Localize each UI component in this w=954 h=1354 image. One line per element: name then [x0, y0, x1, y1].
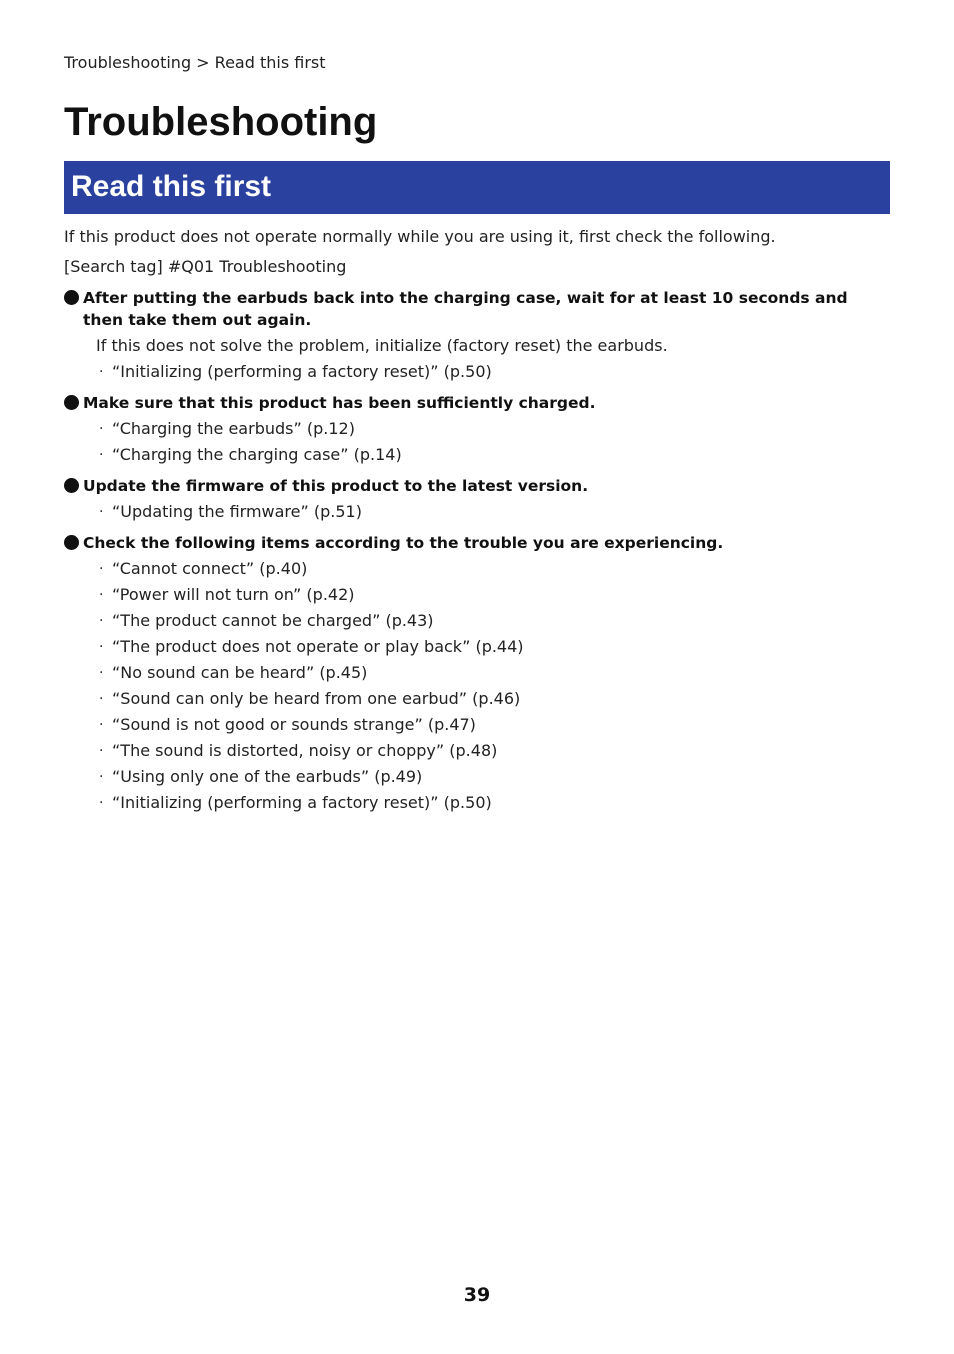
filled-circle-bullet-icon: [64, 290, 79, 305]
block-heading: [64, 532, 890, 554]
search-tag: [Search tag] #Q01 Troubleshooting: [64, 257, 347, 276]
check-block-reinsert: [64, 287, 890, 383]
block-heading: [64, 475, 890, 497]
reference-link[interactable]: · “Sound is not good or sounds strange” (p.47): [99, 715, 476, 734]
block-heading-text: Make sure that this product has been sufficiently charged.: [83, 394, 596, 412]
reference-link[interactable]: · “Sound can only be heard from one earbud” (p.46): [99, 689, 521, 708]
block-note: If this does not solve the problem, initialize (factory reset) the earbuds.: [96, 336, 668, 355]
block-heading-text: After putting the earbuds back into the charging case, wait for at least 10 seconds and then take them out again.: [83, 289, 848, 329]
page-number: 39: [463, 1284, 491, 1306]
reference-link[interactable]: · “Initializing (performing a factory reset)” (p.50): [99, 362, 492, 381]
reference-link[interactable]: · “Power will not turn on” (p.42): [99, 585, 355, 604]
block-heading: [64, 392, 890, 414]
reference-list: [64, 501, 890, 523]
reference-link[interactable]: · “Using only one of the earbuds” (p.49): [99, 767, 423, 786]
page-title: Troubleshooting: [64, 100, 378, 144]
dot-bullet-icon: ·: [99, 769, 104, 785]
dot-bullet-icon: ·: [99, 743, 104, 759]
check-block-trouble-items: [64, 532, 890, 814]
block-heading-text: Check the following items according to the trouble you are experiencing.: [83, 534, 724, 552]
reference-link[interactable]: · “The product does not operate or play back” (p.44): [99, 637, 524, 656]
reference-link[interactable]: · “No sound can be heard” (p.45): [99, 663, 368, 682]
dot-bullet-icon: ·: [99, 561, 104, 577]
reference-link[interactable]: · “The product cannot be charged” (p.43): [99, 611, 434, 630]
dot-bullet-icon: ·: [99, 613, 104, 629]
main-content: [64, 226, 890, 818]
dot-bullet-icon: ·: [99, 504, 104, 520]
section-title: Read this first: [71, 170, 272, 203]
dot-bullet-icon: ·: [99, 421, 104, 437]
check-block-firmware: [64, 475, 890, 523]
dot-bullet-icon: ·: [99, 665, 104, 681]
filled-circle-bullet-icon: [64, 478, 79, 493]
reference-list: [64, 418, 890, 466]
dot-bullet-icon: ·: [99, 447, 104, 463]
dot-bullet-icon: ·: [99, 795, 104, 811]
reference-link[interactable]: · “Charging the earbuds” (p.12): [99, 419, 355, 438]
intro-text: If this product does not operate normally while you are using it, first check the following.: [64, 227, 776, 246]
check-block-charge: [64, 392, 890, 466]
block-heading: [64, 287, 890, 331]
dot-bullet-icon: ·: [99, 587, 104, 603]
filled-circle-bullet-icon: [64, 395, 79, 410]
reference-link[interactable]: · “Updating the firmware” (p.51): [99, 502, 362, 521]
reference-link[interactable]: · “The sound is distorted, noisy or choppy” (p.48): [99, 741, 498, 760]
section-banner: [64, 161, 890, 214]
reference-link[interactable]: · “Initializing (performing a factory reset)” (p.50): [99, 793, 492, 812]
dot-bullet-icon: ·: [99, 364, 104, 380]
block-heading-text: Update the firmware of this product to the latest version.: [83, 477, 589, 495]
breadcrumb: Troubleshooting > Read this first: [64, 53, 326, 72]
reference-list: [64, 558, 890, 814]
dot-bullet-icon: ·: [99, 639, 104, 655]
filled-circle-bullet-icon: [64, 535, 79, 550]
reference-list: [64, 361, 890, 383]
dot-bullet-icon: ·: [99, 717, 104, 733]
reference-link[interactable]: · “Cannot connect” (p.40): [99, 559, 308, 578]
dot-bullet-icon: ·: [99, 691, 104, 707]
reference-link[interactable]: · “Charging the charging case” (p.14): [99, 445, 402, 464]
